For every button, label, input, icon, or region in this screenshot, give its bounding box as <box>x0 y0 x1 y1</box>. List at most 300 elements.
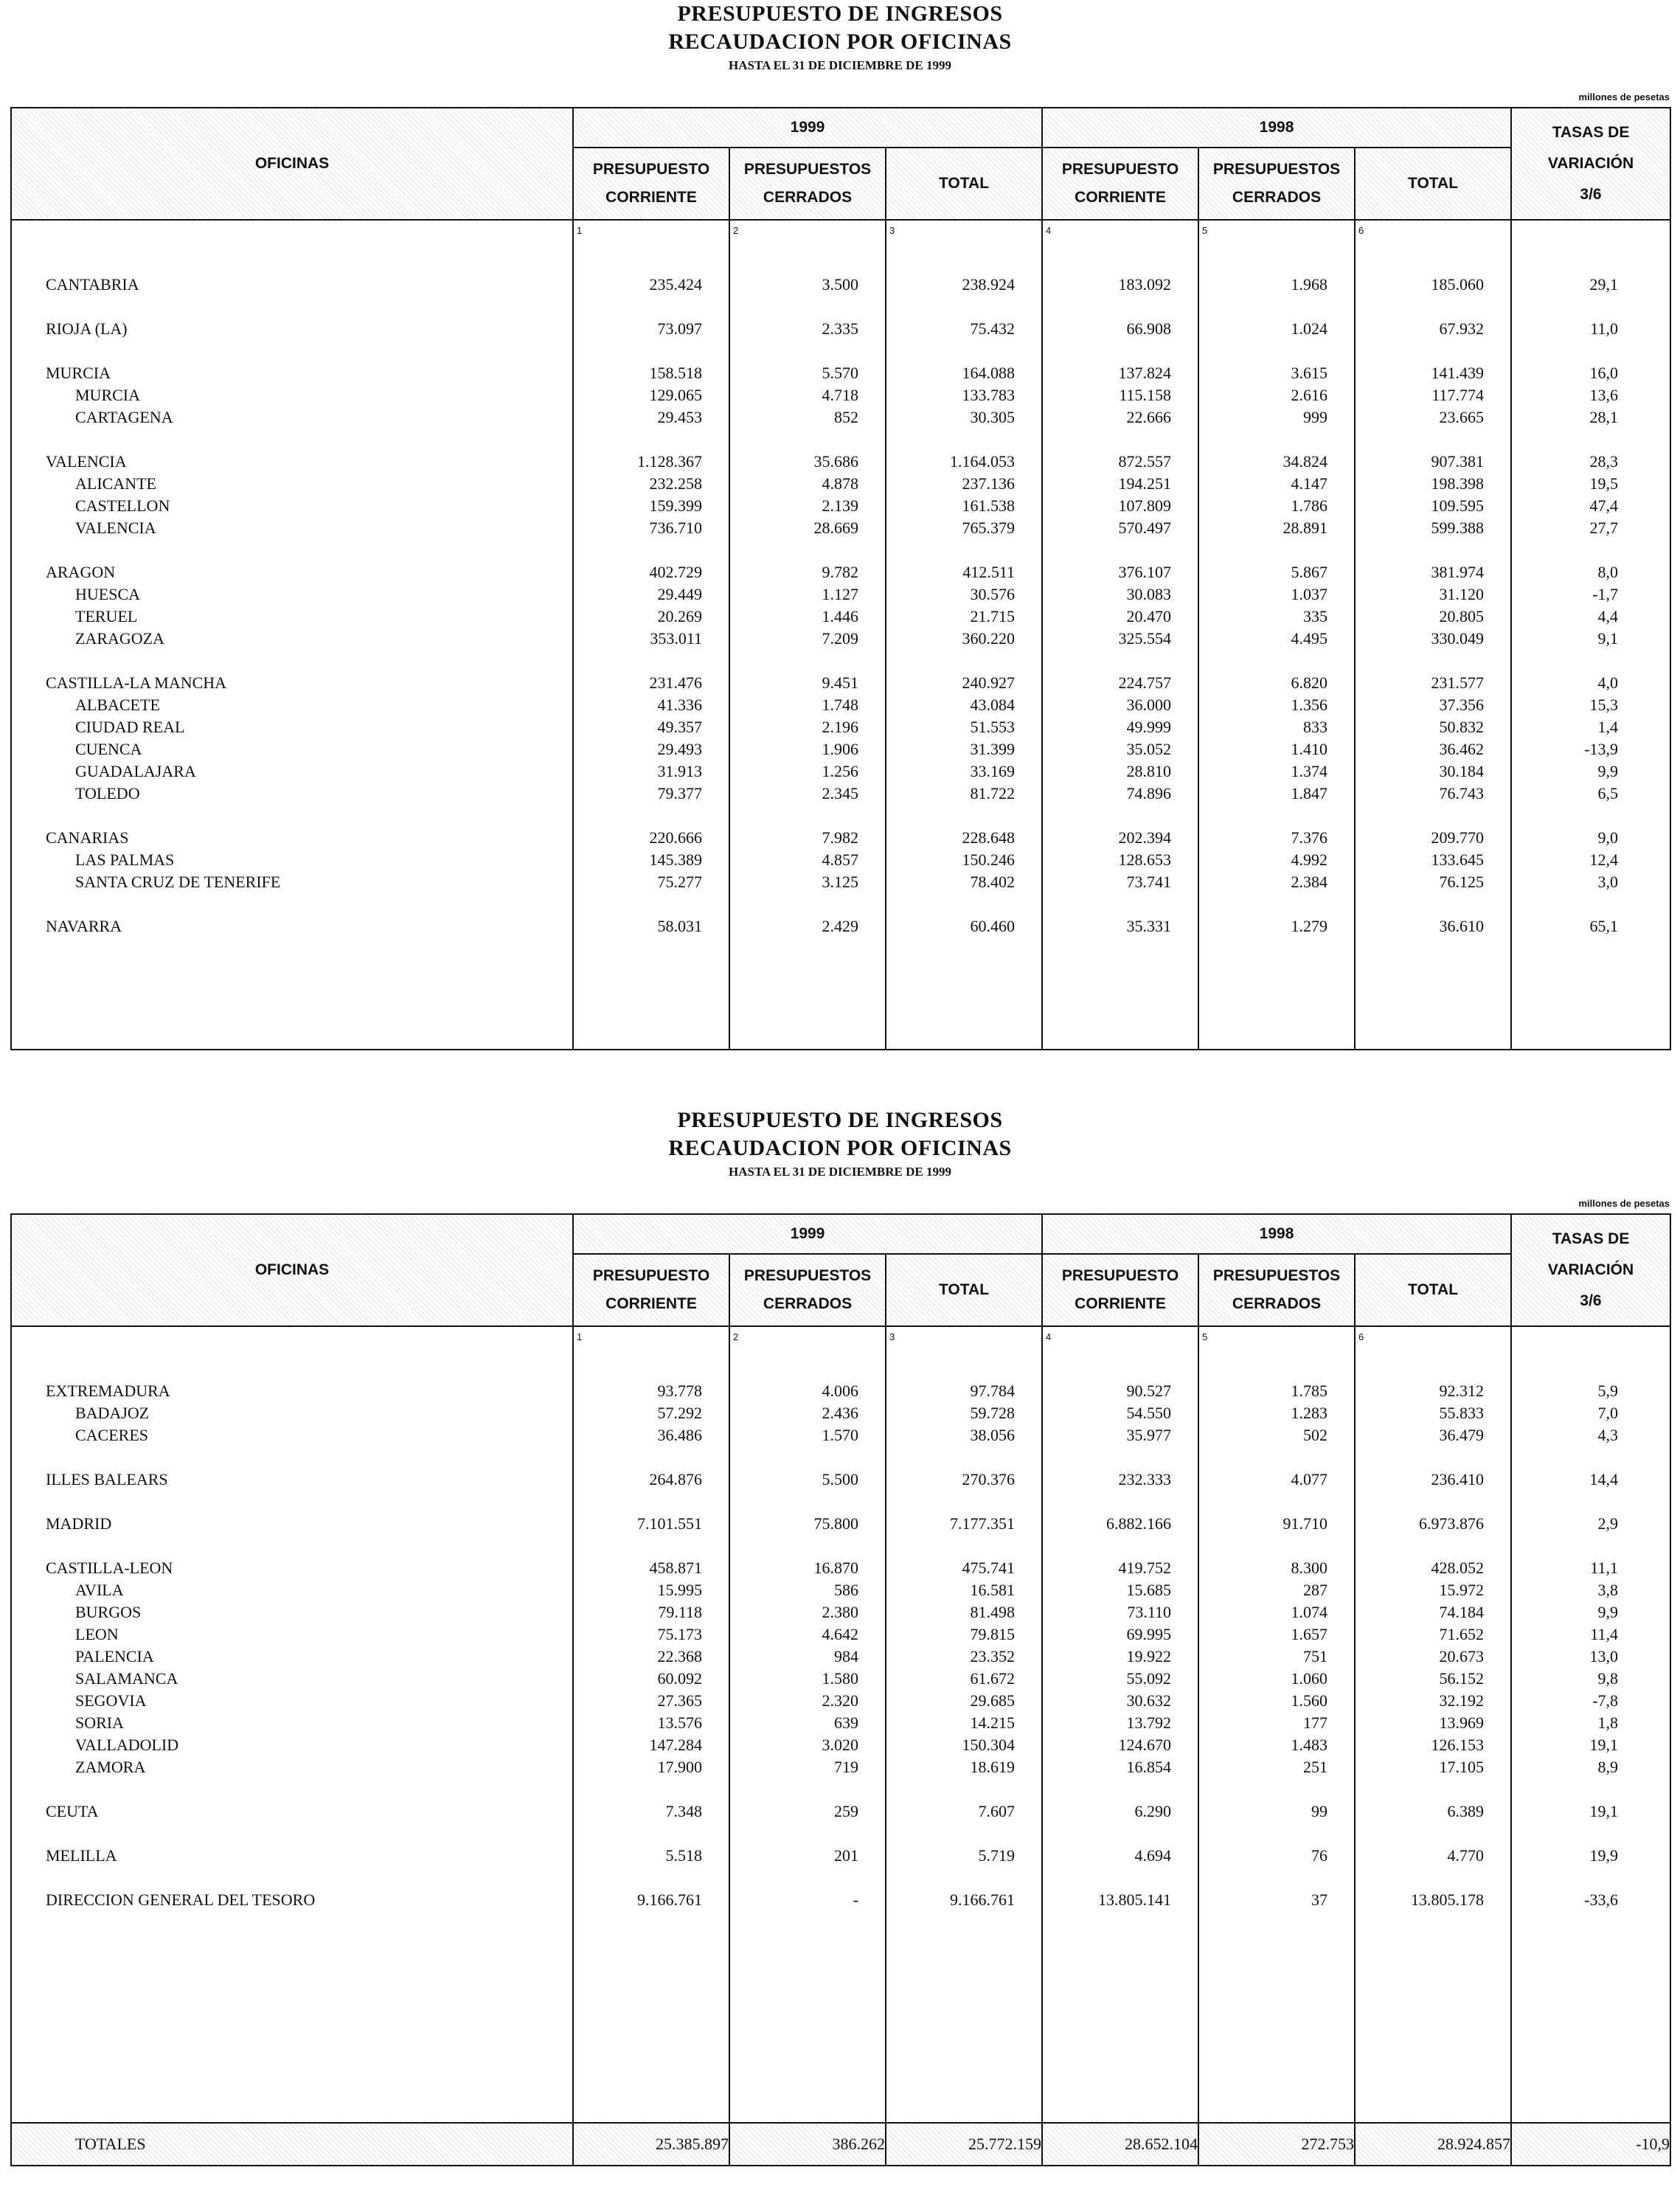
amount-value: 475.741 <box>962 1559 1016 1577</box>
amount-value: 1.024 <box>1291 319 1328 338</box>
tasas-line-2: VARIACIÓN <box>1547 1261 1634 1278</box>
amount-value: 4.878 <box>822 474 858 493</box>
group-spacer <box>574 1535 729 1557</box>
amount-value: 126.153 <box>1431 1736 1485 1754</box>
rate-value: 4,4 <box>1597 607 1619 625</box>
office-name: NAVARRA <box>46 917 122 935</box>
amount-value: 5.719 <box>978 1846 1016 1865</box>
year-1999-header: 1999 <box>573 1214 1042 1254</box>
amount-value: 7.982 <box>822 828 858 847</box>
rate-value: 5,9 <box>1597 1382 1619 1400</box>
rate-value: 3,8 <box>1597 1581 1619 1599</box>
rate-value: 16,0 <box>1589 364 1619 382</box>
amount-value: 7.376 <box>1291 828 1328 847</box>
amount-value: 29.685 <box>970 1691 1016 1710</box>
amount-value: 1.580 <box>822 1669 858 1688</box>
group-spacer <box>1356 1535 1510 1557</box>
group-spacer <box>886 1535 1041 1557</box>
group-spacer <box>574 1823 729 1845</box>
amount-value: 28.810 <box>1126 762 1172 780</box>
group-spacer <box>1356 296 1510 318</box>
presupuesto-corriente-header: PRESUPUESTO CORRIENTE <box>1042 148 1198 220</box>
rate-value: 27,7 <box>1589 519 1619 537</box>
group-spacer <box>574 1867 729 1889</box>
group-spacer <box>1199 1491 1354 1513</box>
amount-value: 61.672 <box>970 1669 1016 1688</box>
amount-value: 15.972 <box>1439 1581 1485 1599</box>
amount-value: 81.722 <box>970 784 1016 803</box>
amount-value: 502 <box>1303 1426 1328 1444</box>
group-spacer <box>1512 1867 1670 1889</box>
amount-value: 353.011 <box>650 629 702 648</box>
page2-title: PRESUPUESTO DE INGRESOS <box>677 1108 1003 1132</box>
group-spacer <box>886 805 1041 827</box>
amount-value: 79.118 <box>658 1603 702 1621</box>
group-spacer <box>1043 650 1198 672</box>
amount-value: 270.376 <box>962 1470 1016 1488</box>
group-spacer <box>1512 1446 1670 1469</box>
group-spacer <box>12 1823 572 1845</box>
rate-value: 14,4 <box>1589 1470 1619 1488</box>
amount-value: 15.685 <box>1126 1581 1172 1599</box>
rate-value: 19,1 <box>1589 1802 1619 1820</box>
amount-value: 36.462 <box>1439 740 1485 758</box>
amount-value: 1.127 <box>822 585 858 603</box>
group-spacer <box>886 893 1041 915</box>
group-spacer <box>1512 893 1670 915</box>
amount-value: 1.074 <box>1291 1603 1328 1621</box>
amount-value: 719 <box>834 1758 858 1776</box>
amount-value: 69.995 <box>1126 1625 1172 1643</box>
data-column: 6 92.312 55.833 36.479 236.410 6.973.876 428.052 15.972 74.184 71.652 20.673 56.152 32.192 13.969 126.153 17.105 6.389 4.770 13.805.178 <box>1355 1326 1511 2123</box>
office-name: EXTREMADURA <box>46 1382 170 1400</box>
data-column: 3 97.784 59.728 38.056 270.376 7.177.351 475.741 16.581 81.498 79.815 23.352 61.672 29.685 14.215 150.304 18.619 7.607 5.719 9.166.761 <box>886 1326 1042 2123</box>
rate-value: 15,3 <box>1589 696 1619 714</box>
group-spacer <box>12 340 572 362</box>
amount-value: 49.357 <box>657 718 702 736</box>
amount-value: 58.031 <box>657 917 702 935</box>
amount-value: 198.398 <box>1431 474 1485 493</box>
rate-value: 28,1 <box>1589 408 1619 426</box>
amount-value: 231.476 <box>649 673 702 692</box>
presupuestos-cerrados-header: PRESUPUESTOS CERRADOS <box>729 1254 886 1326</box>
amount-value: 57.292 <box>657 1404 702 1422</box>
amount-value: 50.832 <box>1439 718 1485 736</box>
amount-value: 1.283 <box>1291 1404 1328 1422</box>
amount-value: 7.177.351 <box>950 1514 1016 1533</box>
group-spacer <box>1199 1867 1354 1889</box>
amount-value: 54.550 <box>1126 1404 1172 1422</box>
amount-value: 1.785 <box>1291 1382 1328 1400</box>
office-name: CANARIAS <box>46 828 129 847</box>
amount-value: 1.786 <box>1291 496 1328 515</box>
rate-value: 4,3 <box>1597 1426 1619 1444</box>
total-header: TOTAL <box>1355 148 1511 220</box>
amount-value: 9.166.761 <box>637 1890 702 1909</box>
group-spacer <box>12 805 572 827</box>
amount-value: 129.065 <box>649 386 702 404</box>
office-name: CANTABRIA <box>46 275 139 294</box>
amount-value: 75.277 <box>657 873 702 891</box>
amount-value: 21.715 <box>970 607 1016 625</box>
amount-value: 76.743 <box>1439 784 1485 803</box>
amount-value: 20.470 <box>1126 607 1172 625</box>
group-spacer <box>730 296 885 318</box>
data-column: 2 3.500 2.335 5.570 4.718 852 35.686 4.878 2.139 28.669 9.782 1.127 1.446 7.209 9.451 1.748 2.196 1.906 1.256 2.345 7.982 4.857 3.125 2.429 <box>729 220 886 1050</box>
office-subname: CUENCA <box>75 740 142 758</box>
group-spacer <box>886 1778 1041 1800</box>
total-header: TOTAL <box>886 148 1042 220</box>
group-spacer <box>1356 1823 1510 1845</box>
amount-value: 1.560 <box>1291 1691 1328 1710</box>
amount-value: 325.554 <box>1118 629 1172 648</box>
group-spacer <box>1356 1867 1510 1889</box>
rate-value: 47,4 <box>1589 496 1619 515</box>
amount-value: 240.927 <box>962 673 1016 692</box>
tasas-header <box>1511 108 1670 220</box>
amount-value: 201 <box>834 1846 858 1865</box>
oficinas-header: OFICINAS <box>11 1214 573 1326</box>
group-spacer <box>574 893 729 915</box>
office-subname: CARTAGENA <box>75 408 173 426</box>
amount-value: 34.824 <box>1282 452 1328 471</box>
group-spacer <box>1043 1535 1198 1557</box>
group-spacer <box>730 893 885 915</box>
group-spacer <box>886 340 1041 362</box>
amount-value: 90.527 <box>1126 1382 1172 1400</box>
rate-value: -7,8 <box>1592 1691 1619 1710</box>
office-subname: BURGOS <box>75 1603 142 1621</box>
amount-value: 6.389 <box>1447 1802 1485 1820</box>
group-spacer <box>1356 805 1510 827</box>
amount-value: 3.020 <box>822 1736 858 1754</box>
group-spacer <box>574 1446 729 1469</box>
rate-value: 13,6 <box>1589 386 1619 404</box>
office-subname: CIUDAD REAL <box>75 718 185 736</box>
amount-value: 37 <box>1311 1890 1328 1909</box>
amount-value: 76.125 <box>1439 873 1485 891</box>
page1-units: millones de pesetas <box>1578 91 1670 103</box>
amount-value: 4.077 <box>1291 1470 1328 1488</box>
office-subname: ALICANTE <box>75 474 156 493</box>
amount-value: 3.500 <box>822 275 858 294</box>
amount-value: 238.924 <box>962 275 1016 294</box>
group-spacer <box>886 650 1041 672</box>
presupuestos-cerrados-header: PRESUPUESTOS CERRADOS <box>1198 148 1355 220</box>
amount-value: 66.908 <box>1126 319 1172 338</box>
amount-value: 736.710 <box>649 519 702 537</box>
page2-units: millones de pesetas <box>1578 1198 1670 1209</box>
amount-value: 1.410 <box>1291 740 1328 758</box>
group-spacer <box>730 539 885 561</box>
amount-value: 2.384 <box>1291 873 1328 891</box>
totals-value: 386.262 <box>729 2123 886 2166</box>
group-spacer <box>886 1867 1041 1889</box>
amount-value: 765.379 <box>962 519 1016 537</box>
group-spacer <box>1199 539 1354 561</box>
amount-value: 30.083 <box>1126 585 1172 603</box>
amount-value: 19.922 <box>1126 1647 1172 1666</box>
amount-value: 31.913 <box>657 762 702 780</box>
amount-value: 599.388 <box>1431 519 1485 537</box>
group-spacer <box>1043 1823 1198 1845</box>
amount-value: 35.331 <box>1126 917 1172 935</box>
data-column: 1 235.424 73.097 158.518 129.065 29.453 1.128.367 232.258 159.399 736.710 402.729 29.449 20.269 353.011 231.476 41.336 49.357 29.493 31.913 79.377 220.666 145.389 75.277 58.031 <box>573 220 729 1050</box>
amount-value: 8.300 <box>1291 1559 1328 1577</box>
amount-value: 99 <box>1311 1802 1328 1820</box>
amount-value: 6.973.876 <box>1419 1514 1485 1533</box>
presupuesto-corriente-header: PRESUPUESTO CORRIENTE <box>1042 1254 1198 1326</box>
amount-value: 194.251 <box>1118 474 1172 493</box>
group-spacer <box>730 1778 885 1800</box>
group-spacer <box>1512 1778 1670 1800</box>
amount-value: 23.352 <box>970 1647 1016 1666</box>
amount-value: 13.969 <box>1439 1713 1485 1732</box>
amount-value: 4.770 <box>1447 1846 1485 1865</box>
office-name: MADRID <box>46 1514 112 1533</box>
amount-value: 29.453 <box>657 408 702 426</box>
amount-value: 36.479 <box>1439 1426 1485 1444</box>
office-subname: ZARAGOZA <box>75 629 164 648</box>
amount-value: 639 <box>834 1713 858 1732</box>
presupuestos-cerrados-header: PRESUPUESTOS CERRADOS <box>1198 1254 1355 1326</box>
amount-value: 55.092 <box>1126 1669 1172 1688</box>
amount-value: 161.538 <box>962 496 1016 515</box>
amount-value: 1.256 <box>822 762 858 780</box>
amount-value: 259 <box>834 1802 858 1820</box>
amount-value: 4.147 <box>1291 474 1328 493</box>
amount-value: 37.356 <box>1439 696 1485 714</box>
amount-value: 13.805.178 <box>1411 1890 1485 1909</box>
totals-value: 272.753 <box>1198 2123 1355 2166</box>
tasas-line-2: VARIACIÓN <box>1547 155 1634 172</box>
tasas-line-3: 3/6 <box>1580 186 1602 203</box>
amount-value: 33.169 <box>970 762 1016 780</box>
amount-value: 2.320 <box>822 1691 858 1710</box>
amount-value: 2.436 <box>822 1404 858 1422</box>
group-spacer <box>730 1446 885 1469</box>
amount-value: 13.805.141 <box>1098 1890 1172 1909</box>
amount-value: 20.269 <box>657 607 702 625</box>
amount-value: 20.805 <box>1439 607 1485 625</box>
amount-value: 115.158 <box>1119 386 1172 404</box>
amount-value: 202.394 <box>1118 828 1172 847</box>
office-subname: TERUEL <box>75 607 138 625</box>
amount-value: 5.500 <box>822 1470 858 1488</box>
rate-value: 11,4 <box>1590 1625 1619 1643</box>
amount-value: 36.000 <box>1126 696 1172 714</box>
page1-subtitle: RECAUDACION POR OFICINAS <box>668 30 1012 54</box>
amount-value: 4.495 <box>1291 629 1328 648</box>
amount-value: 13.576 <box>657 1713 702 1732</box>
amount-value: 6.820 <box>1291 673 1328 692</box>
office-subname: SORIA <box>75 1713 125 1732</box>
group-spacer <box>886 296 1041 318</box>
amount-value: 251 <box>1303 1758 1328 1776</box>
amount-value: 264.876 <box>649 1470 702 1488</box>
amount-value: 1.446 <box>822 607 858 625</box>
amount-value: 570.497 <box>1118 519 1172 537</box>
amount-value: 71.652 <box>1439 1625 1485 1643</box>
amount-value: 231.577 <box>1431 673 1485 692</box>
group-spacer <box>12 1446 572 1469</box>
group-spacer <box>574 1778 729 1800</box>
rate-column <box>1511 1326 1670 2123</box>
amount-value: 16.870 <box>813 1559 858 1577</box>
year-1999-header: 1999 <box>573 108 1042 148</box>
group-spacer <box>1199 1823 1354 1845</box>
office-subname: ZAMORA <box>75 1758 146 1776</box>
group-spacer <box>1043 429 1198 451</box>
amount-value: 16.581 <box>970 1581 1016 1599</box>
group-spacer <box>1356 1491 1510 1513</box>
amount-value: 31.120 <box>1439 585 1485 603</box>
amount-value: 428.052 <box>1431 1559 1485 1577</box>
amount-value: 907.381 <box>1431 452 1485 471</box>
amount-value: 3.615 <box>1291 364 1328 382</box>
amount-value: 1.164.053 <box>950 452 1016 471</box>
rate-value: 65,1 <box>1589 917 1619 935</box>
rate-value: 9,0 <box>1597 828 1619 847</box>
amount-value: 235.424 <box>649 275 702 294</box>
amount-value: 79.377 <box>657 784 702 803</box>
rate-value: 19,9 <box>1589 1846 1619 1865</box>
office-subname: GUADALAJARA <box>75 762 196 780</box>
presupuesto-corriente-header: PRESUPUESTO CORRIENTE <box>573 1254 729 1326</box>
rate-value: 9,8 <box>1597 1669 1619 1688</box>
group-spacer <box>1356 1446 1510 1469</box>
office-subname: VALLADOLID <box>75 1736 179 1754</box>
group-spacer <box>1512 539 1670 561</box>
office-name: MELILLA <box>46 1846 117 1865</box>
amount-value: 35.052 <box>1126 740 1172 758</box>
amount-value: 1.748 <box>822 696 858 714</box>
amount-value: 4.992 <box>1291 850 1328 869</box>
office-subname: CACERES <box>75 1426 149 1444</box>
amount-value: 75.432 <box>970 319 1016 338</box>
amount-value: 133.645 <box>1431 850 1485 869</box>
rate-value: 11,1 <box>1590 1559 1619 1577</box>
amount-value: 60.460 <box>970 917 1016 935</box>
office-subname: SANTA CRUZ DE TENERIFE <box>75 873 281 891</box>
office-subname: SEGOVIA <box>75 1691 147 1710</box>
rate-value: 19,1 <box>1589 1736 1619 1754</box>
data-column: 3 238.924 75.432 164.088 133.783 30.305 1.164.053 237.136 161.538 765.379 412.511 30.576 21.715 360.220 240.927 43.084 51.553 31.399 33.169 81.722 228.648 150.246 78.402 60.460 <box>886 220 1042 1050</box>
group-spacer <box>730 429 885 451</box>
office-name: ILLES BALEARS <box>46 1470 168 1488</box>
group-spacer <box>574 805 729 827</box>
amount-value: 1.847 <box>1291 784 1328 803</box>
group-spacer <box>574 429 729 451</box>
amount-value: 6.290 <box>1134 1802 1172 1820</box>
amount-value: 22.666 <box>1126 408 1172 426</box>
amount-value: 232.333 <box>1118 1470 1172 1488</box>
group-spacer <box>1199 340 1354 362</box>
amount-value: 38.056 <box>970 1426 1016 1444</box>
amount-value: 2.139 <box>822 496 858 515</box>
amount-value: 224.757 <box>1118 673 1172 692</box>
rate-value: -1,7 <box>1592 585 1619 603</box>
amount-value: 13.792 <box>1126 1713 1172 1732</box>
group-spacer <box>1512 340 1670 362</box>
group-spacer <box>12 539 572 561</box>
page1-date: HASTA EL 31 DE DICIEMBRE DE 1999 <box>729 58 951 72</box>
group-spacer <box>1199 650 1354 672</box>
amount-value: 852 <box>834 408 858 426</box>
rate-column <box>1511 220 1670 1050</box>
office-subname: BADAJOZ <box>75 1404 150 1422</box>
amount-value: 32.192 <box>1439 1691 1485 1710</box>
amount-value: 30.184 <box>1439 762 1485 780</box>
amount-value: 73.741 <box>1126 873 1172 891</box>
office-subname: TOLEDO <box>75 784 140 803</box>
amount-value: 7.209 <box>822 629 858 648</box>
amount-value: 2.345 <box>822 784 858 803</box>
amount-value: 128.653 <box>1118 850 1172 869</box>
amount-value: 31.399 <box>970 740 1016 758</box>
amount-value: 237.136 <box>962 474 1016 493</box>
group-spacer <box>1512 1823 1670 1845</box>
group-spacer <box>1512 429 1670 451</box>
group-spacer <box>574 296 729 318</box>
amount-value: 1.483 <box>1291 1736 1328 1754</box>
group-spacer <box>1043 1446 1198 1469</box>
group-spacer <box>1043 296 1198 318</box>
amount-value: 107.809 <box>1118 496 1172 515</box>
tasas-line-1: TASAS DE <box>1552 1230 1630 1247</box>
rate-value: 13,0 <box>1589 1647 1619 1666</box>
amount-value: 1.037 <box>1291 585 1328 603</box>
group-spacer <box>1199 805 1354 827</box>
tasas-header <box>1511 1214 1670 1326</box>
group-spacer <box>574 340 729 362</box>
amount-value: 6.882.166 <box>1106 1514 1172 1533</box>
table-2 <box>10 1213 1671 2166</box>
amount-value: 2.429 <box>822 917 858 935</box>
group-spacer <box>1512 296 1670 318</box>
amount-value: 97.784 <box>970 1382 1016 1400</box>
amount-value: 93.778 <box>657 1382 702 1400</box>
office-subname: ALBACETE <box>75 696 160 714</box>
group-spacer <box>12 650 572 672</box>
amount-value: 419.752 <box>1118 1559 1172 1577</box>
group-spacer <box>730 1535 885 1557</box>
tasas-line-1: TASAS DE <box>1552 124 1630 141</box>
year-1998-header: 1998 <box>1042 108 1511 148</box>
group-spacer <box>1199 429 1354 451</box>
amount-value: 4.718 <box>822 386 858 404</box>
amount-value: 3.125 <box>822 873 858 891</box>
group-spacer <box>1043 805 1198 827</box>
amount-value: 16.854 <box>1126 1758 1172 1776</box>
amount-value: 15.995 <box>657 1581 702 1599</box>
group-spacer <box>1356 893 1510 915</box>
group-spacer <box>574 539 729 561</box>
name-column <box>11 1326 573 2123</box>
rate-value: -13,9 <box>1584 740 1619 758</box>
amount-value: 1.374 <box>1291 762 1328 780</box>
amount-value: 4.694 <box>1134 1846 1172 1865</box>
amount-value: 5.570 <box>822 364 858 382</box>
office-subname: HUESCA <box>75 585 141 603</box>
presupuestos-cerrados-header: PRESUPUESTOS CERRADOS <box>729 148 886 220</box>
name-column <box>11 220 573 1050</box>
amount-value: 209.770 <box>1431 828 1485 847</box>
amount-value: 17.900 <box>657 1758 702 1776</box>
amount-value: 20.673 <box>1439 1647 1485 1666</box>
amount-value: 164.088 <box>962 364 1016 382</box>
amount-value: 228.648 <box>962 828 1016 847</box>
